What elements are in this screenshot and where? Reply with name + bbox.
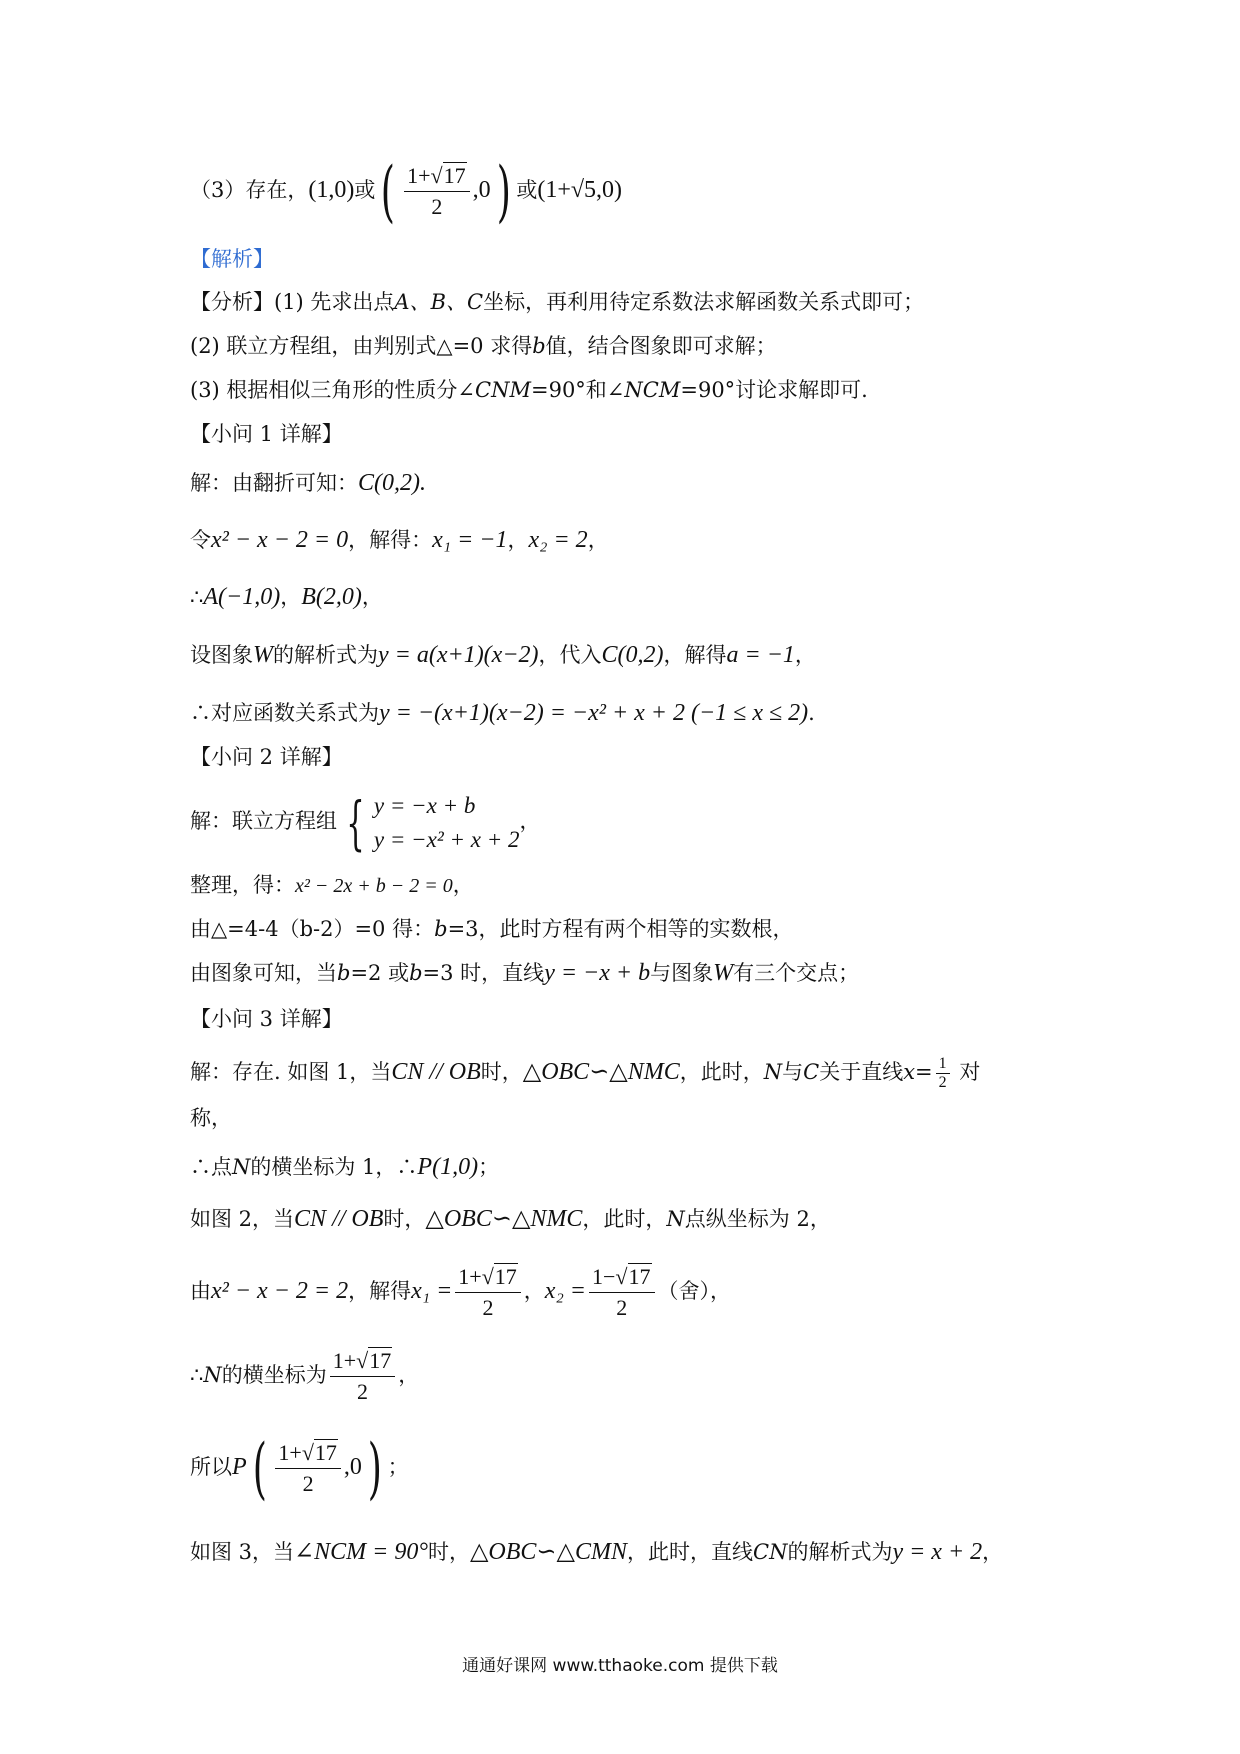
text: 整理，得： <box>190 873 295 897</box>
point-n: N <box>666 1207 685 1231</box>
s3-line-3 <box>190 1152 499 1182</box>
point-c: C(0,2) <box>601 642 664 668</box>
text: . <box>808 701 815 725</box>
fraction-1-minus-sqrt17 <box>589 1262 655 1323</box>
point-b: B(2,0) <box>301 584 362 610</box>
sqrt-icon: √17 <box>615 1264 651 1289</box>
text: 由图象可知，当 <box>190 961 337 985</box>
right-paren: ) <box>496 152 511 230</box>
text: ，此时， <box>582 1207 667 1231</box>
text: ， <box>523 1279 545 1303</box>
analysis-heading: 【解析】 <box>190 247 274 271</box>
sqrt-radicand: 17 <box>443 163 466 188</box>
s3-line-4 <box>190 1204 831 1234</box>
frac-den: 2 <box>357 1379 368 1404</box>
text: 的横坐标为 1，∴ <box>250 1155 418 1179</box>
text: 解：存在. 如图 1，当 <box>190 1060 392 1084</box>
text: 时， <box>427 1540 470 1564</box>
root-1: x₁ = −1 <box>432 527 508 553</box>
text: 如图 3，当 <box>190 1540 295 1564</box>
root-2: x₂ = 2 <box>528 527 588 553</box>
angle-ncm: ∠NCM = 90° <box>294 1539 428 1565</box>
frac-num: 1+ <box>332 1348 357 1373</box>
answer-point-1: (1,0) <box>308 177 355 203</box>
root-1-label: x₁ = <box>411 1278 453 1304</box>
equation: x² − 2x + b − 2 = 0 <box>295 875 453 897</box>
or-text-2: 或 <box>516 178 538 202</box>
brace-icon: { <box>346 788 365 857</box>
text: =3，此时方程有两个相等的实数根， <box>447 917 794 941</box>
text: ， <box>507 528 529 552</box>
left-paren: ( <box>252 1429 267 1507</box>
sqrt-radicand: 17 <box>494 1264 517 1289</box>
left-paren: ( <box>381 152 396 230</box>
text: ，解得 <box>663 643 727 667</box>
graph-w: W <box>713 960 734 986</box>
sub-question-1-heading: 【小问 1 详解】 <box>190 422 343 446</box>
sub-question-2-heading: 【小问 2 详解】 <box>190 745 343 769</box>
text: ，代入 <box>538 643 602 667</box>
var-b: b <box>434 917 448 941</box>
analysis-text: (3) 根据相似三角形的性质分∠ <box>190 378 476 402</box>
s3-line-6 <box>190 1342 419 1408</box>
s1-line-1 <box>190 468 426 498</box>
text: 如图 2，当 <box>190 1207 295 1231</box>
sqrt-icon: √17 <box>481 1264 517 1289</box>
point-n: N <box>203 1363 222 1387</box>
right-paren: ) <box>367 1429 382 1507</box>
point-p: P(1,0) <box>417 1154 479 1180</box>
text: ， <box>587 528 609 552</box>
fraction-1-plus-sqrt17 <box>275 1438 341 1499</box>
analysis-text-3: =90°讨论求解即可. <box>680 378 868 402</box>
var-b: b <box>532 334 546 358</box>
analysis-text-2: 值，结合图象即可求解； <box>545 334 777 358</box>
text: 所以 <box>190 1455 232 1479</box>
frac-num: 1+ <box>458 1264 482 1289</box>
angle-cnm: CNM <box>475 378 531 402</box>
sub-question-3-heading: 【小问 3 详解】 <box>190 1007 343 1031</box>
point-n: N <box>763 1060 783 1084</box>
var-x: x= <box>903 1060 933 1084</box>
frac-num: 1− <box>592 1264 616 1289</box>
frac-den: 2 <box>616 1295 628 1320</box>
text: 解：由翻折可知： <box>190 471 358 495</box>
frac-num: 1 <box>936 1055 950 1074</box>
sqrt-icon: √17 <box>430 163 466 188</box>
therefore: ∴ <box>190 585 204 609</box>
sqrt-radicand: 17 <box>628 1264 651 1289</box>
or-text: 或 <box>354 178 376 202</box>
text: =2 或 <box>350 961 410 985</box>
point-p: P <box>232 1454 247 1480</box>
text: （舍）， <box>657 1279 731 1303</box>
s3-line-8 <box>190 1537 1003 1567</box>
point-c: C <box>803 1060 820 1084</box>
var-b: b <box>409 961 423 985</box>
similar-triangles: △OBC∽△NMC <box>425 1206 583 1232</box>
function-expression: y = −(x+1)(x−2) = −x² + x + 2 (−1 ≤ x ≤ 2) <box>379 700 809 726</box>
sqrt-radicand: 17 <box>369 1348 392 1373</box>
text: ，解得 <box>348 1279 412 1303</box>
text: 解：联立方程组 <box>190 809 337 833</box>
frac-den: 2 <box>482 1295 494 1320</box>
line-cn: CN <box>753 1540 788 1564</box>
text: 由△=4-4（b-2）=0 得： <box>190 917 435 941</box>
sqrt-radicand: 17 <box>314 1440 337 1465</box>
angle-ncm: NCM <box>624 378 681 402</box>
point-a: A(−1,0) <box>203 584 281 610</box>
text: ， <box>452 873 474 897</box>
s3-line-7 <box>190 1429 409 1507</box>
line-equation: y = x + 2 <box>892 1539 983 1565</box>
text: 有三个交点； <box>733 961 860 985</box>
analysis-line-2 <box>190 331 777 361</box>
fraction-1-plus-sqrt17 <box>455 1262 521 1323</box>
text: ， <box>982 1540 1004 1564</box>
fraction-one-half <box>936 1055 950 1092</box>
analysis-text: (2) 联立方程组，由判别式△=0 求得 <box>190 334 533 358</box>
frac-num: 1+ <box>278 1440 302 1465</box>
therefore: ∴ <box>190 1363 204 1387</box>
text: 关于直线 <box>819 1060 904 1084</box>
page-footer: 通通好课网 www.tthaoke.com 提供下载 <box>462 1656 778 1676</box>
text: ， <box>361 585 383 609</box>
text: ； <box>387 1455 409 1479</box>
frac-den: 2 <box>302 1471 314 1496</box>
analysis-text-2: 坐标，再利用待定系数法求解函数关系式即可； <box>483 290 925 314</box>
text: 与 <box>782 1060 804 1084</box>
text: =3 时，直线 <box>422 961 545 985</box>
similar-triangles: △OBC∽△NMC <box>522 1059 680 1085</box>
analysis-line-1 <box>190 287 924 317</box>
equation-2: y = −x² + x + 2 <box>373 826 520 852</box>
s2-line-1 <box>190 783 541 859</box>
expression: y = a(x+1)(x−2) <box>378 642 539 668</box>
frac-num: 1+ <box>407 163 431 188</box>
s1-line-4 <box>190 640 816 670</box>
text: 的横坐标为 <box>221 1363 327 1387</box>
text: ∴点 <box>190 1155 232 1179</box>
text: ，解得： <box>348 528 433 552</box>
answer-3-line <box>190 152 623 230</box>
line-equation: y = −x + b <box>544 960 651 986</box>
text: 设图象 <box>190 643 253 667</box>
answer-point-3: (1+√5,0) <box>537 177 623 203</box>
text: 点纵坐标为 2， <box>684 1207 831 1231</box>
var-b: b <box>337 961 351 985</box>
text: 时， <box>383 1207 426 1231</box>
analysis-line-3 <box>190 375 868 405</box>
graph-w: W <box>253 642 273 668</box>
text: ； <box>478 1155 500 1179</box>
text: ， <box>519 809 541 833</box>
similar-triangles: △OBC∽△CMN <box>469 1539 627 1565</box>
frac-den: 2 <box>938 1074 947 1091</box>
text: ， <box>794 643 816 667</box>
text: 的解析式为 <box>787 1540 893 1564</box>
points-abc: A、B、C <box>394 290 484 314</box>
s3-line-5 <box>190 1258 731 1324</box>
fraction-1-plus-sqrt17 <box>330 1346 396 1407</box>
text: 与图象 <box>650 961 714 985</box>
text: ，此时，直线 <box>627 1540 753 1564</box>
equation-1: y = −x + b <box>373 792 476 818</box>
s2-line-3 <box>190 914 794 944</box>
equation: x² − x − 2 = 2 <box>211 1278 349 1304</box>
sqrt-icon: √17 <box>356 1348 392 1373</box>
text: 由 <box>190 1279 211 1303</box>
sqrt-icon: √17 <box>301 1440 337 1465</box>
point-c: C(0,2). <box>358 470 426 496</box>
value-a: a = −1 <box>726 642 795 668</box>
s2-line-4 <box>190 958 859 988</box>
text: 对 <box>959 1060 981 1084</box>
point-n: N <box>232 1155 251 1179</box>
s2-line-2 <box>190 870 474 901</box>
parallel-condition: CN // OB <box>391 1059 481 1085</box>
s1-line-5 <box>190 698 815 728</box>
s3-line-1 <box>190 1050 980 1094</box>
analysis-text: 【分析】(1) 先求出点 <box>190 290 395 314</box>
parallel-condition: CN // OB <box>294 1206 384 1232</box>
equation: x² − x − 2 = 0 <box>211 527 349 553</box>
text: ，此时， <box>679 1060 764 1084</box>
s1-line-3 <box>190 582 383 612</box>
text: 时， <box>480 1060 523 1084</box>
answer-3-text: （3）存在， <box>190 178 309 202</box>
frac-den: 2 <box>431 194 443 219</box>
text: ∴对应函数关系式为 <box>190 701 379 725</box>
coord-zero: ,0 <box>472 177 491 203</box>
s3-line-2: 称， <box>190 1106 232 1130</box>
root-2-label: x₂ = <box>544 1278 586 1304</box>
text: 令 <box>190 528 211 552</box>
coord-zero: ,0 <box>343 1454 362 1480</box>
text: ， <box>280 585 302 609</box>
s1-line-2 <box>190 525 609 555</box>
equation-system <box>374 789 520 857</box>
text: 的解析式为 <box>273 643 378 667</box>
analysis-text-2: =90°和∠ <box>530 378 625 402</box>
text: ， <box>398 1363 420 1387</box>
fraction-1-plus-sqrt17 <box>404 161 470 222</box>
